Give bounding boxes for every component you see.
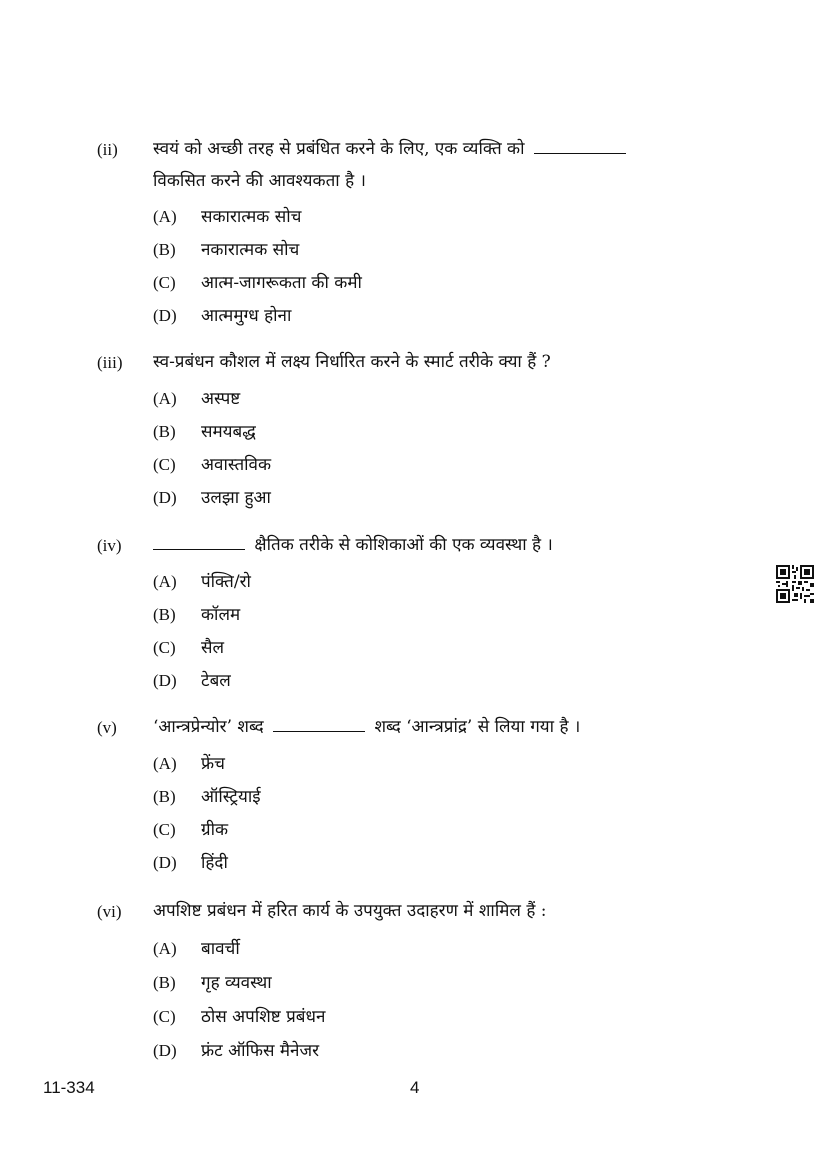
option-label: (C)	[153, 638, 176, 657]
option-text: टेबल	[201, 671, 231, 691]
option-d	[153, 850, 228, 873]
option-text: अस्पष्ट	[201, 389, 241, 409]
option-label: (B)	[153, 787, 176, 806]
option-a	[153, 386, 240, 409]
question-number: (iii)	[97, 353, 123, 372]
option-label: (A)	[153, 389, 177, 408]
option-label: (A)	[153, 754, 177, 773]
option-text: नकारात्मक सोच	[201, 240, 300, 260]
option-a	[153, 936, 240, 959]
option-text: ठोस अपशिष्ट प्रबंधन	[201, 1007, 326, 1027]
option-text: सैल	[201, 638, 225, 658]
option-text: पंक्ति/रो	[201, 572, 251, 592]
option-c	[153, 1004, 325, 1027]
option-label: (C)	[153, 820, 176, 839]
option-text: समयबद्ध	[201, 422, 256, 442]
option-c	[153, 452, 271, 475]
option-a	[153, 569, 251, 592]
option-text: हिंदी	[201, 853, 228, 873]
option-label: (C)	[153, 455, 176, 474]
option-c	[153, 635, 224, 658]
option-text: उलझा हुआ	[201, 488, 271, 508]
option-label: (D)	[153, 488, 177, 507]
option-c	[153, 270, 362, 293]
option-text: आत्ममुग्ध होना	[201, 306, 292, 326]
option-text: ऑस्ट्रियाई	[201, 787, 261, 807]
question-number: (vi)	[97, 902, 122, 921]
question-text: स्व-प्रबंधन कौशल में लक्ष्य निर्धारित करने के स्मार्ट तरीके क्या हैं ?	[153, 352, 551, 372]
option-b	[153, 970, 272, 993]
option-label: (A)	[153, 939, 177, 958]
question-text	[153, 133, 743, 197]
question-text-part: ‘आन्त्रप्रेन्योर’ शब्द	[153, 717, 264, 737]
option-a	[153, 204, 301, 227]
question-text: अपशिष्ट प्रबंधन में हरित कार्य के उपयुक्त उदाहरण में शामिल हैं :	[153, 901, 547, 921]
option-label: (C)	[153, 1007, 176, 1026]
option-text: फ्रेंच	[201, 754, 225, 774]
question-text-part: शब्द ‘आन्त्रप्रांद्र’ से लिया गया है ।	[374, 717, 581, 737]
fill-in-blank	[534, 139, 626, 154]
option-d	[153, 303, 291, 326]
option-b	[153, 419, 256, 442]
option-text: आत्म-जागरूकता की कमी	[201, 273, 362, 293]
option-d	[153, 668, 231, 691]
question-number: (v)	[97, 718, 117, 737]
option-b	[153, 602, 240, 625]
fill-in-blank	[273, 717, 365, 732]
question-number: (iv)	[97, 536, 122, 555]
option-label: (D)	[153, 306, 177, 325]
question-text-part: स्वयं को अच्छी तरह से प्रबंधित करने के लिए, एक व्यक्ति को	[153, 139, 525, 159]
option-a	[153, 751, 225, 774]
option-text: फ्रंट ऑफिस मैनेजर	[201, 1041, 320, 1061]
question-text-part: क्षैतिक तरीके से कोशिकाओं की एक व्यवस्था है ।	[254, 535, 553, 555]
option-text: सकारात्मक सोच	[201, 207, 302, 227]
option-label: (B)	[153, 422, 176, 441]
option-label: (B)	[153, 973, 176, 992]
option-label: (C)	[153, 273, 176, 292]
page-number: 4	[410, 1078, 420, 1097]
option-label: (B)	[153, 605, 176, 624]
option-text: कॉलम	[201, 605, 241, 625]
question-text-part: विकसित करने की आवश्यकता है ।	[153, 171, 366, 191]
option-d	[153, 1038, 319, 1061]
question-text	[153, 529, 743, 561]
option-d	[153, 485, 271, 508]
paper-code: 11-334	[43, 1078, 95, 1097]
question-text	[153, 711, 743, 743]
qr-code-icon	[776, 565, 814, 603]
option-c	[153, 817, 228, 840]
option-label: (B)	[153, 240, 176, 259]
option-label: (D)	[153, 1041, 177, 1060]
question-number: (ii)	[97, 140, 118, 159]
option-text: बावर्ची	[201, 939, 240, 959]
option-label: (A)	[153, 572, 177, 591]
option-text: अवास्तविक	[201, 455, 272, 475]
option-b	[153, 237, 299, 260]
option-label: (D)	[153, 853, 177, 872]
option-label: (A)	[153, 207, 177, 226]
option-text: गृह व्यवस्था	[201, 973, 272, 993]
option-label: (D)	[153, 671, 177, 690]
option-text: ग्रीक	[201, 820, 229, 840]
option-b	[153, 784, 261, 807]
fill-in-blank	[153, 535, 245, 550]
